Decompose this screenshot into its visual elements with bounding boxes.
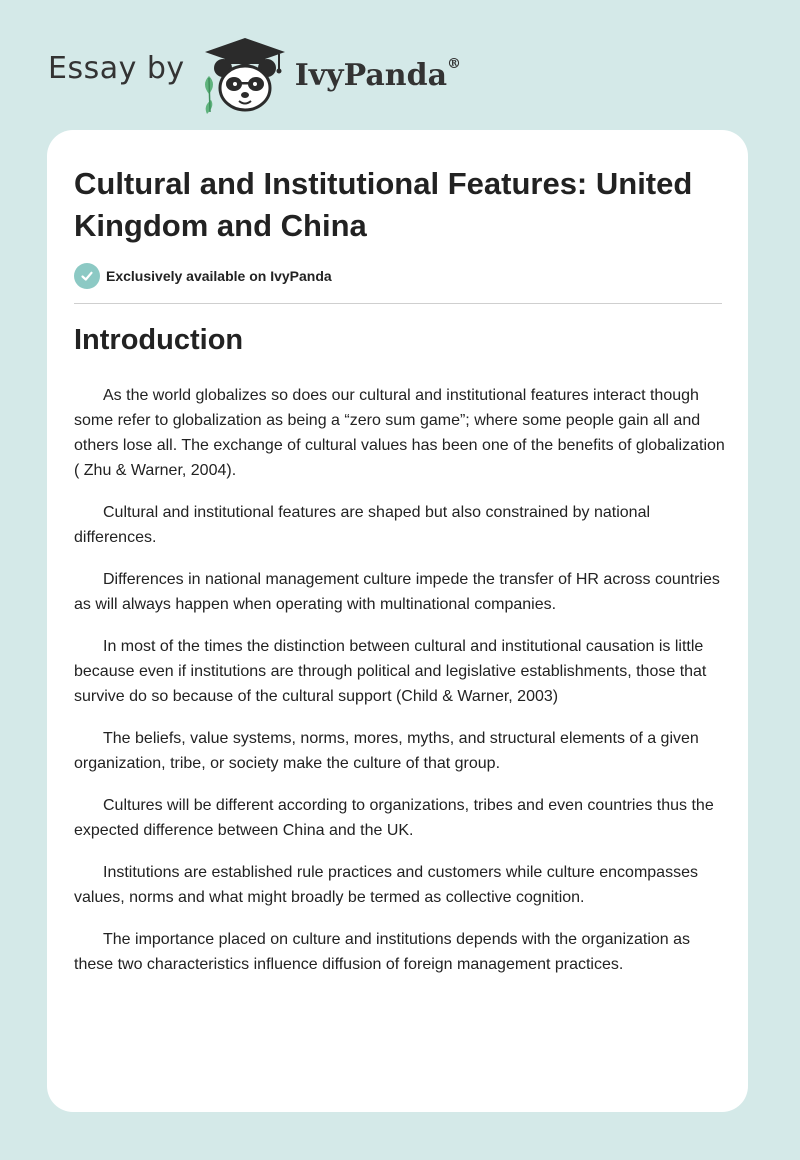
essay-card [47,130,748,1112]
paragraph: Institutions are established rule practices and customers while culture encompasses values, norms and what might broadly be termed as collective cognition. [74,864,698,906]
exclusive-badge-text: Exclusively available on IvyPanda [106,268,332,284]
site-header [48,34,461,114]
paragraph: The importance placed on culture and institutions depends with the organization as these two characteristics influence diffusion of foreign management practices. [74,931,691,973]
exclusive-badge [74,263,332,289]
panda-logo-icon [199,34,291,114]
title-divider [74,303,722,304]
essay-by-label: Essay by [48,50,185,86]
section-heading: Introduction [74,324,244,356]
registered-mark: ® [447,55,462,72]
paragraph: The beliefs, value systems, norms, mores, myths, and structural elements of a given organization, tribe, or society make the culture of that group. [74,730,699,772]
check-icon [74,263,100,289]
paragraph: In most of the times the distinction between cultural and institutional causation is little because even if institutions are through political and legislative establishments, those that survive do so because of the cultural support (Child & Warner, 2003) [74,638,707,705]
paragraph: Differences in national management culture impede the transfer of HR across countries as will always happen when operating with multinational companies. [74,571,720,613]
paragraph: As the world globalizes so does our cultural and institutional features interact though some refer to globalization as being a “zero sum game”; where some people gain all and others lose all. The exchange of cultural values has been one of the benefits of globalization ( Zhu & Warner, 2004). [74,387,725,479]
essay-title: Cultural and Institutional Features: United Kingdom and China [74,166,693,243]
paragraph: Cultural and institutional features are shaped but also constrained by national differences. [74,504,651,546]
paragraph: Cultures will be different according to organizations, tribes and even countries thus the expected difference between China and the UK. [74,797,714,839]
brand-name: IvyPanda® [294,55,462,93]
essay-body [74,383,726,994]
